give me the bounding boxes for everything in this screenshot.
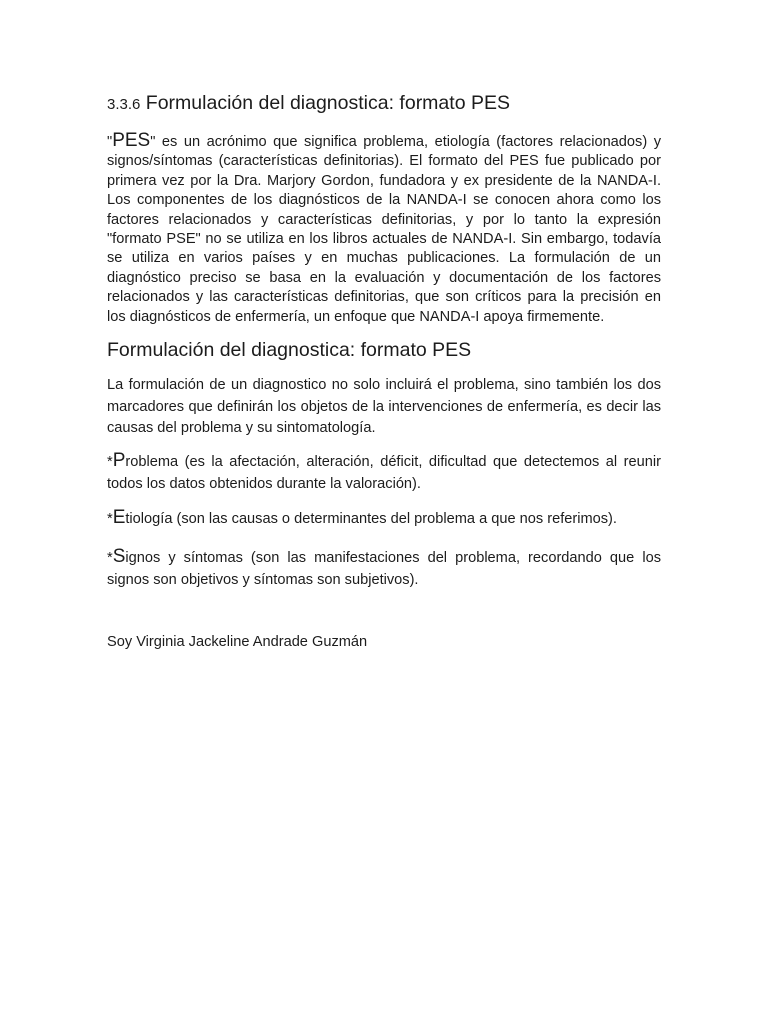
item-initial: P	[112, 450, 126, 471]
section-number: 3.3.6	[107, 96, 141, 113]
item-text: ignos y síntomas (son las manifestaciones del problema, recordando que los signos son objetivos y síntomas son subjetivos).	[107, 550, 661, 588]
intro-paragraph	[107, 131, 661, 327]
item-text: tiología (son las causas o determinantes del problema a que nos referimos).	[125, 511, 617, 527]
section-heading	[107, 91, 510, 117]
intro-acronym: PES	[112, 130, 151, 151]
item-etiologia	[107, 507, 661, 531]
item-problema	[107, 450, 661, 495]
author-signature: Soy Virginia Jackeline Andrade Guzmán	[107, 634, 368, 650]
subheading: Formulación del diagnostica: formato PES	[107, 339, 472, 361]
section-title: Formulación del diagnostica: formato PES	[145, 92, 510, 114]
item-text: roblema (es la afectación, alteración, déficit, dificultad que detectemos al reunir todos los datos obtenidos durante la valoración).	[107, 454, 661, 492]
item-marker: *	[107, 550, 113, 566]
item-signos	[107, 546, 661, 591]
item-initial: E	[112, 507, 126, 528]
item-marker: *	[107, 454, 113, 470]
intro-text: " es un acrónimo que significa problema, etiología (factores relacionados) y signos/síntomas (características definitorias). El formato del PES fue publicado por primera vez por la Dra. Marjory Gordon, fundadora y ex presidente de la NANDA-I. Los componentes de los diagnósticos de la NANDA-I se conocen ahora como los factores relacionados y características definitorias, y por lo tanto la expresión "formato PSE" no se utiliza en los libros actuales de NANDA-I. Sin embargo, todavía se utiliza en varios países y en muchas publicaciones. La formulación de un diagnóstico preciso se basa en la evaluación y documentación de los factores relacionados y las características definitorias, que son críticos para la precisión en los diagnósticos de enfermería, un enfoque que NANDA-I apoya firmemente.	[107, 134, 661, 325]
intro-open-quote: "	[107, 134, 113, 150]
body-paragraph: La formulación de un diagnostico no solo incluirá el problema, sino también los dos marcadores que definirán los objetos de la intervenciones de enfermería, es decir las causas del problema y su sintomatología.	[107, 377, 661, 436]
item-initial: S	[112, 546, 126, 567]
item-marker: *	[107, 511, 113, 527]
